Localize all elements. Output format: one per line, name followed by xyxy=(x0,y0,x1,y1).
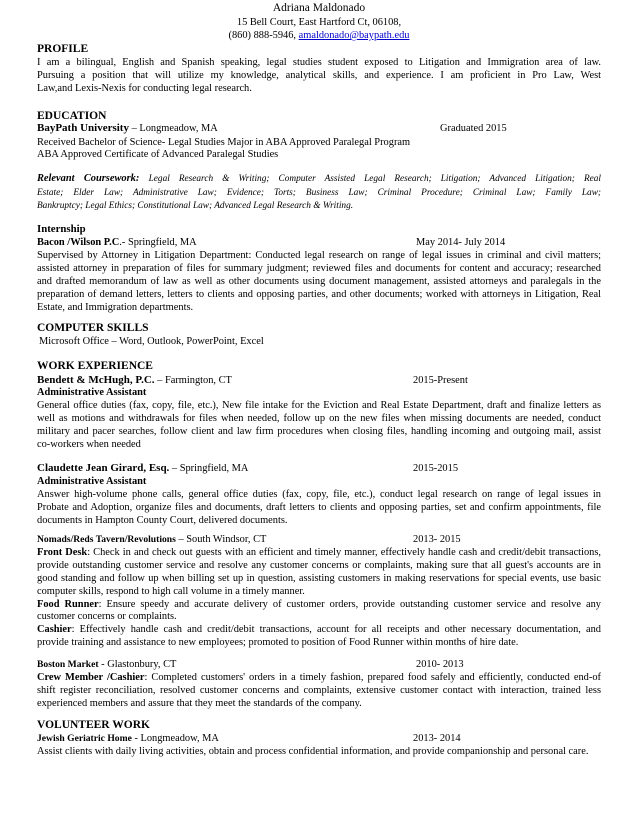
school-location: – Longmeadow, MA xyxy=(128,123,218,134)
job-dates: 2015-2015 xyxy=(413,463,459,474)
email-link[interactable]: amaldonado@baypath.edu xyxy=(298,30,410,41)
job-dates: 2015-Present xyxy=(413,375,468,386)
job-location: – Farmington, CT xyxy=(154,375,232,386)
volunteer-line: Assist clients with daily living activities, obtain and process confidential information, and provide companionship and personal care. xyxy=(37,746,589,757)
role-line: Cashier: Effectively handle cash and credit/debit transactions, account for all receipts and other necessary documentation, and xyxy=(37,624,601,635)
job-employer: Nomads/Reds Tavern/Revolutions xyxy=(37,534,176,545)
job-line: Crew Member /Cashier: Completed customers' orders in a timely fashion, prepared food safely and efficiently, conducted end-of xyxy=(37,672,601,683)
work-heading: WORK EXPERIENCE xyxy=(37,360,153,372)
volunteer-org-line xyxy=(37,733,219,745)
role-line: provide outstanding customer service and resolve any customer concerns or complaints, making sure that all guest's accounts are in xyxy=(37,560,601,571)
certificate-line: ABA Approved Certificate of Advanced Paralegal Studies xyxy=(37,149,279,160)
internship-line: preparation of demand letters, letters to clients and opposing parties, and other documents; worked with attorneys in Litigation, Real xyxy=(37,289,601,300)
job-location: – Springfield, MA xyxy=(169,463,249,474)
job-line: well as motions and withdrawals for files when needed, follow up on the new files when missing documents are needed, conduct xyxy=(37,413,601,424)
job-line: documents in Hampton County Court, delivered documents. xyxy=(37,515,288,526)
internship-heading: Internship xyxy=(37,223,86,235)
job-employer-line xyxy=(37,534,266,546)
school-line xyxy=(37,122,218,135)
computer-skills-heading: COMPUTER SKILLS xyxy=(37,322,149,334)
internship-org-line xyxy=(37,237,197,249)
job-line: experienced members and assure that they meet the standards of the company. xyxy=(37,698,362,709)
role-line: good standing and follow up when billing set up in question, assisting customers in making reservations for special events, use basic xyxy=(37,573,601,584)
internship-line: Estate, and Immigration departments. xyxy=(37,302,194,313)
role-label: Front Desk xyxy=(37,547,88,558)
applicant-name: Adriana Maldonado xyxy=(272,2,366,14)
graduation-date: Graduated 2015 xyxy=(440,123,507,134)
computer-skills-line: Microsoft Office – Word, Outlook, PowerPoint, Excel xyxy=(39,336,264,347)
role-line: provide training and assistance to new employees; promoted to position of Food Runner within months of hire date. xyxy=(37,637,519,648)
contact-line xyxy=(0,30,638,42)
degree-line: Received Bachelor of Science- Legal Studies Major in ABA Approved Paralegal Program xyxy=(37,137,411,148)
job-employer-line xyxy=(37,462,248,475)
profile-line: I am a bilingual, English and Spanish speaking, legal studies student exposed to Litigation and Immigration area of law. xyxy=(37,57,601,68)
internship-location: .- Springfield, MA xyxy=(119,237,197,248)
job-title: Crew Member /Cashier xyxy=(37,672,145,683)
profile-line: Law,and Lexis-Nexis for conducting legal research. xyxy=(37,83,252,94)
job-employer-line xyxy=(37,659,176,671)
internship-org: Bacon /Wilson P.C xyxy=(37,237,120,248)
volunteer-location: - Longmeadow, MA xyxy=(131,733,219,744)
role-line: computer skills, respond to high call volume in a timely manner. xyxy=(37,586,305,597)
coursework-line: Estate; Elder Law; Administrative Law; Evidence; Torts; Business Law; Criminal Procedure; Criminal Law; Family Law; xyxy=(37,188,601,198)
coursework-line: Bankruptcy; Legal Ethics; Constitutional Law; Advanced Legal Research & Writing. xyxy=(37,201,354,211)
job-line: Answer high-volume phone calls, general office duties (fax, copy, file, etc.), conduct legal research on range of legal issues in xyxy=(37,489,601,500)
phone: (860) 888-5946, xyxy=(228,30,297,41)
internship-dates: May 2014- July 2014 xyxy=(416,237,506,248)
job-location: – South Windsor, CT xyxy=(175,534,267,545)
role-line: Front Desk: Check in and check out guests with an efficient and timely manner, effectively handle cash and credit/debit transactions, xyxy=(37,547,601,558)
address: 15 Bell Court, East Hartford Ct, 06108, xyxy=(236,17,402,28)
internship-line: Supervised by Attorney in Litigation Department: Conducted legal research on range of legal issues in criminal and civil matters; xyxy=(37,250,601,261)
job-line: co-workers when needed xyxy=(37,439,141,450)
job-employer-line xyxy=(37,374,232,387)
role-line: customer concerns or complaints. xyxy=(37,611,177,622)
volunteer-dates: 2013- 2014 xyxy=(413,733,461,744)
job-dates: 2013- 2015 xyxy=(413,534,461,545)
school-name: BayPath University xyxy=(37,122,129,134)
job-title: Administrative Assistant xyxy=(37,387,147,398)
job-location: - Glastonbury, CT xyxy=(98,659,177,670)
education-heading: EDUCATION xyxy=(37,110,107,122)
job-line: General office duties (fax, copy, file, etc.), New file intake for the Eviction and Real Estate Department, draft and finalize letters as xyxy=(37,400,601,411)
job-employer: Claudette Jean Girard, Esq. xyxy=(37,462,170,474)
role-label: Food Runner xyxy=(37,599,99,610)
profile-heading: PROFILE xyxy=(37,43,89,55)
job-line: military and pacer searches, follow client and law firm procedures when closing files, handling incoming and outgoing mail, assist xyxy=(37,426,601,437)
coursework-line: Relevant Coursework: Legal Research & Writing; Computer Assisted Legal Research; Litigation; Advanced Litigation; Real xyxy=(37,173,601,184)
job-title: Administrative Assistant xyxy=(37,476,147,487)
volunteer-org: Jewish Geriatric Home xyxy=(37,733,132,744)
coursework-label: Relevant Coursework: xyxy=(37,173,140,184)
job-employer: Bendett & McHugh, P.C. xyxy=(37,374,155,386)
role-line: Food Runner: Ensure speedy and accurate delivery of customer orders, provide outstanding customer service and resolve any xyxy=(37,599,601,610)
role-label: Cashier xyxy=(37,624,72,635)
job-dates: 2010- 2013 xyxy=(416,659,464,670)
profile-line: Pursuing a position that will utilize my knowledge, analytical skills, and experience. I am proficient in Pro Law, West xyxy=(37,70,601,81)
job-line: shift register reconciliation, resolved customer concerns and complaints, extensive customer contact with interaction, trained less xyxy=(37,685,601,696)
job-line: Probate and Adoption, organize files and documents, draft letters to clients and opposing parties, set and confirm appointments, file xyxy=(37,502,601,513)
volunteer-heading: VOLUNTEER WORK xyxy=(37,719,150,731)
job-employer: Boston Market xyxy=(37,659,99,670)
internship-line: assisted attorney in preparation of files for summary judgment; reviewed files and documents for content and accuracy; researched xyxy=(37,263,601,274)
internship-line: and drafted memorandum of law as well as other documents using document management, assisted attorneys and paralegals in the xyxy=(37,276,601,287)
